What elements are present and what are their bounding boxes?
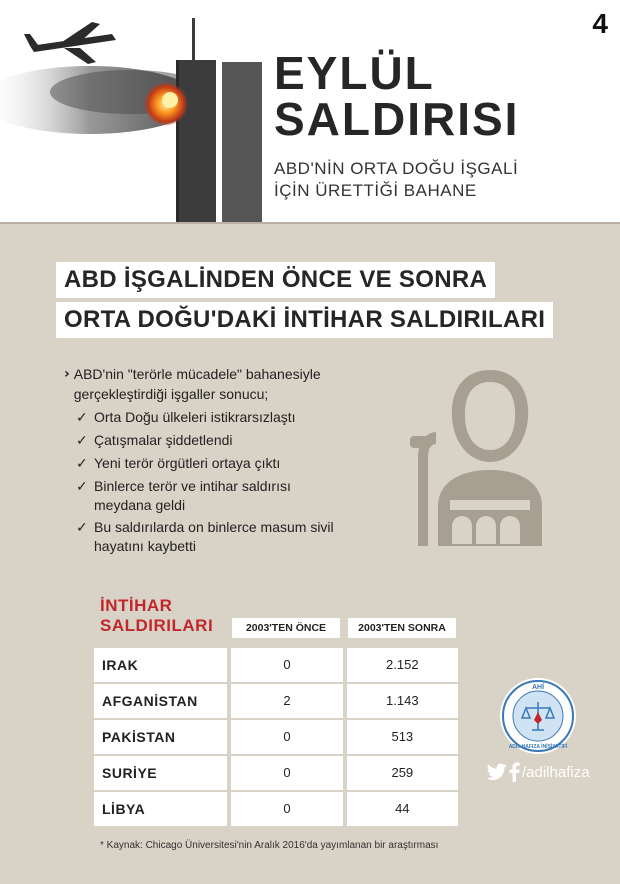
header-banner — [0, 0, 620, 224]
chevron-right-icon: › — [64, 366, 70, 382]
table-row — [94, 720, 458, 754]
page-number: 4 — [592, 8, 608, 39]
table-row — [94, 756, 458, 790]
table-row — [94, 684, 458, 718]
intro-lead-text: ABD'nin "terörle mücadele" bahanesiyle gerçekleştirdiği işgaller sonucu; — [73, 366, 321, 402]
list-item-text: Binlerce terör ve intihar saldırısı meydana geldi — [94, 478, 291, 513]
title-block — [274, 47, 520, 202]
table-title — [100, 596, 213, 636]
list-item — [76, 454, 384, 474]
country-cell: IRAK — [94, 648, 227, 682]
logo-top-text: AHİ — [531, 684, 545, 691]
intro-lead — [64, 364, 384, 404]
after-value-cell: 1.143 — [347, 684, 458, 718]
after-value-cell: 259 — [347, 756, 458, 790]
section-heading-line-1: ABD İŞGALİNDEN ÖNCE VE SONRA — [56, 262, 495, 298]
before-value-cell: 0 — [231, 648, 342, 682]
social-handle-block[interactable] — [486, 762, 590, 782]
logo-ring-text: ADİL HAFIZA İNİSİYATİFİ — [508, 744, 568, 750]
table-title-line-1: İNTİHAR — [100, 596, 173, 615]
list-item-text: Orta Doğu ülkeleri istikrarsızlaştı — [94, 409, 296, 425]
list-item — [76, 518, 384, 556]
social-handle-text[interactable]: /adilhafiza — [522, 763, 590, 781]
section-heading-line-2: ORTA DOĞU'DAKİ İNTİHAR SALDIRILARI — [56, 302, 553, 338]
list-item — [76, 477, 384, 515]
country-cell: AFGANİSTAN — [94, 684, 227, 718]
facebook-icon — [508, 762, 520, 782]
source-note: * Kaynak: Chicago Üniversitesi'nin Aralık 2016'da yayımlanan bir araştırması — [100, 840, 439, 851]
country-cell: LİBYA — [94, 792, 227, 826]
list-item-text: Bu saldırılarda on binlerce masum sivil hayatını kaybetti — [94, 519, 334, 554]
checkmark-icon: ✓ — [76, 433, 88, 449]
before-value-cell: 0 — [231, 720, 342, 754]
before-value-cell: 0 — [231, 792, 342, 826]
consequences-list — [64, 364, 384, 559]
country-cell: PAKİSTAN — [94, 720, 227, 754]
table-row — [94, 792, 458, 826]
table-body — [94, 648, 458, 828]
checkmark-icon: ✓ — [76, 456, 88, 472]
list-item — [76, 431, 384, 451]
before-value-cell: 0 — [231, 756, 342, 790]
checkmark-icon: ✓ — [76, 479, 88, 495]
after-value-cell: 2.152 — [347, 648, 458, 682]
list-item-text: Yeni terör örgütleri ortaya çıktı — [94, 455, 281, 471]
twitter-icon — [486, 763, 508, 781]
country-cell: SURİYE — [94, 756, 227, 790]
table-row — [94, 648, 458, 682]
before-value-cell: 2 — [231, 684, 342, 718]
check-list — [64, 408, 384, 556]
header-divider — [0, 222, 620, 224]
page-title-line-2: SALDIRISI — [274, 93, 520, 145]
checkmark-icon: ✓ — [76, 410, 88, 426]
table-title-line-2: SALDIRILARI — [100, 616, 214, 635]
after-value-cell: 513 — [347, 720, 458, 754]
column-header-after: 2003'TEN SONRA — [348, 618, 456, 638]
subtitle-line-2: İÇİN ÜRETTİĞİ BAHANE — [274, 181, 477, 200]
suicide-bomber-icon — [398, 366, 558, 546]
list-item — [76, 408, 384, 428]
section-heading — [56, 262, 553, 338]
subtitle-line-1: ABD'NİN ORTA DOĞU İŞGALİ — [274, 159, 519, 178]
after-value-cell: 44 — [347, 792, 458, 826]
page-subtitle — [274, 158, 519, 202]
adil-hafiza-logo — [498, 676, 578, 756]
page-title-line-1: EYLÜL — [274, 47, 435, 99]
list-item-text: Çatışmalar şiddetlendi — [94, 432, 233, 448]
column-header-before: 2003'TEN ÖNCE — [232, 618, 340, 638]
checkmark-icon: ✓ — [76, 520, 88, 536]
